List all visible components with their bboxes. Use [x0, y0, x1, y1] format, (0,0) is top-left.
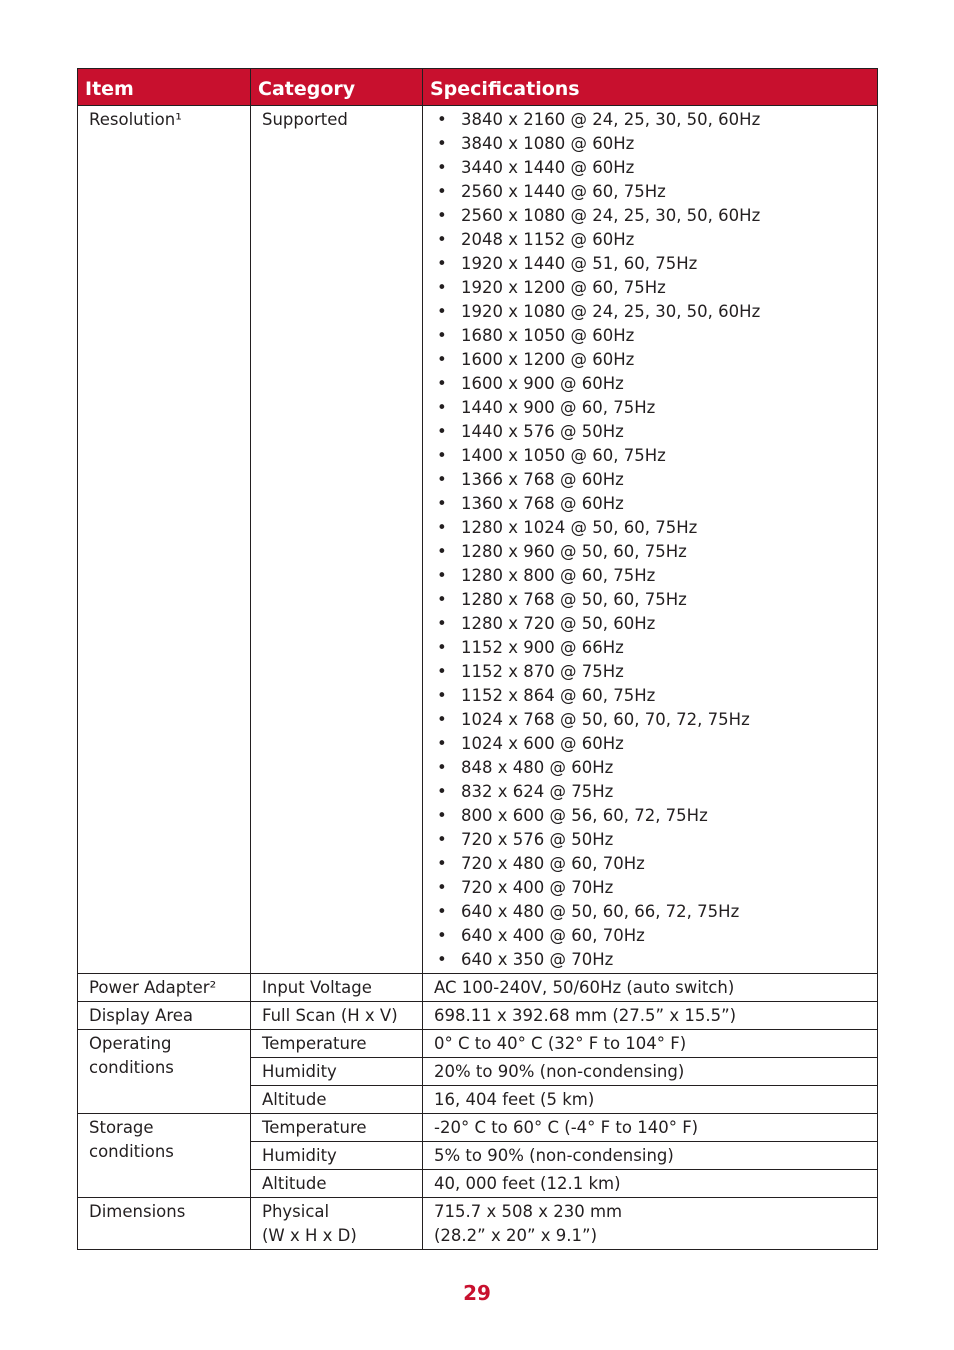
resolution-list-item: • 1280 x 800 @ 60, 75Hz: [437, 564, 866, 588]
spec-storage-humidity: 5% to 90% (non-condensing): [423, 1142, 878, 1170]
spec-full-scan: 698.11 x 392.68 mm (27.5” x 15.5”): [423, 1002, 878, 1030]
category-physical-line2: (W x H x D): [262, 1226, 357, 1245]
spec-input-voltage: AC 100-240V, 50/60Hz (auto switch): [423, 974, 878, 1002]
item-dimensions: Dimensions: [78, 1198, 251, 1250]
category-operating-humidity: Humidity: [251, 1058, 423, 1086]
category-operating-temperature: Temperature: [251, 1030, 423, 1058]
spec-operating-altitude: 16, 404 feet (5 km): [423, 1086, 878, 1114]
resolution-list-item: • 1280 x 768 @ 50, 60, 75Hz: [437, 588, 866, 612]
spec-operating-humidity: 20% to 90% (non-condensing): [423, 1058, 878, 1086]
resolution-list-item: • 1280 x 1024 @ 50, 60, 75Hz: [437, 516, 866, 540]
category-storage-temperature: Temperature: [251, 1114, 423, 1142]
page-number: 29: [463, 1281, 491, 1305]
resolution-list-item: • 832 x 624 @ 75Hz: [437, 780, 866, 804]
resolution-list-item: • 1360 x 768 @ 60Hz: [437, 492, 866, 516]
table-row-display-area: [78, 1002, 878, 1030]
resolution-list-item: • 720 x 400 @ 70Hz: [437, 876, 866, 900]
header-category: Category: [251, 69, 423, 106]
category-input-voltage: Input Voltage: [251, 974, 423, 1002]
header-item: Item: [78, 69, 251, 106]
resolution-list-item: • 1600 x 900 @ 60Hz: [437, 372, 866, 396]
resolution-list-item: • 1440 x 576 @ 50Hz: [437, 420, 866, 444]
item-display-area: Display Area: [78, 1002, 251, 1030]
resolution-list-item: • 1680 x 1050 @ 60Hz: [437, 324, 866, 348]
spec-operating-temperature: 0° C to 40° C (32° F to 104° F): [423, 1030, 878, 1058]
table-row-operating-temperature: [78, 1030, 878, 1058]
resolution-list-item: • 1400 x 1050 @ 60, 75Hz: [437, 444, 866, 468]
resolution-list: [434, 108, 866, 972]
resolution-list-item: • 1024 x 600 @ 60Hz: [437, 732, 866, 756]
resolution-list-item: • 1152 x 870 @ 75Hz: [437, 660, 866, 684]
table-row-dimensions: [78, 1198, 878, 1250]
header-specifications: Specifications: [423, 69, 878, 106]
resolution-list-item: • 1366 x 768 @ 60Hz: [437, 468, 866, 492]
resolution-list-item: • 800 x 600 @ 56, 60, 72, 75Hz: [437, 804, 866, 828]
table-row-power: [78, 974, 878, 1002]
resolution-list-item: • 2048 x 1152 @ 60Hz: [437, 228, 866, 252]
category-supported: Supported: [251, 106, 423, 974]
resolution-list-item: • 848 x 480 @ 60Hz: [437, 756, 866, 780]
resolution-list-item: • 720 x 576 @ 50Hz: [437, 828, 866, 852]
specifications-table: [77, 68, 878, 1250]
item-storage-conditions: Storage conditions: [78, 1114, 251, 1198]
resolution-list-item: • 1152 x 900 @ 66Hz: [437, 636, 866, 660]
resolution-list-item: • 1280 x 720 @ 50, 60Hz: [437, 612, 866, 636]
resolution-list-item: • 3440 x 1440 @ 60Hz: [437, 156, 866, 180]
category-physical: [251, 1198, 423, 1250]
item-operating-conditions: Operating conditions: [78, 1030, 251, 1114]
item-power-adapter: Power Adapter²: [78, 974, 251, 1002]
spec-dimensions: [423, 1198, 878, 1250]
category-physical-line1: Physical: [262, 1202, 330, 1221]
resolution-list-item: • 720 x 480 @ 60, 70Hz: [437, 852, 866, 876]
resolution-list-item: • 1920 x 1080 @ 24, 25, 30, 50, 60Hz: [437, 300, 866, 324]
resolution-list-item: • 1440 x 900 @ 60, 75Hz: [437, 396, 866, 420]
resolution-list-item: • 640 x 350 @ 70Hz: [437, 948, 866, 972]
table-header-row: [78, 69, 878, 106]
resolution-list-item: • 1024 x 768 @ 50, 60, 70, 72, 75Hz: [437, 708, 866, 732]
resolution-list-item: • 1920 x 1440 @ 51, 60, 75Hz: [437, 252, 866, 276]
resolution-list-item: • 1920 x 1200 @ 60, 75Hz: [437, 276, 866, 300]
category-full-scan: Full Scan (H x V): [251, 1002, 423, 1030]
resolution-list-item: • 640 x 400 @ 60, 70Hz: [437, 924, 866, 948]
resolution-list-item: • 3840 x 2160 @ 24, 25, 30, 50, 60Hz: [437, 108, 866, 132]
resolution-list-item: • 2560 x 1440 @ 60, 75Hz: [437, 180, 866, 204]
spec-storage-temperature: -20° C to 60° C (-4° F to 140° F): [423, 1114, 878, 1142]
resolution-list-item: • 1600 x 1200 @ 60Hz: [437, 348, 866, 372]
table-row-storage-temperature: [78, 1114, 878, 1142]
resolution-list-item: • 2560 x 1080 @ 24, 25, 30, 50, 60Hz: [437, 204, 866, 228]
spec-dimensions-inches: (28.2” x 20” x 9.1”): [434, 1226, 598, 1245]
spec-storage-altitude: 40, 000 feet (12.1 km): [423, 1170, 878, 1198]
resolution-list-item: • 1152 x 864 @ 60, 75Hz: [437, 684, 866, 708]
resolution-list-item: • 1280 x 960 @ 50, 60, 75Hz: [437, 540, 866, 564]
resolution-list-item: • 640 x 480 @ 50, 60, 66, 72, 75Hz: [437, 900, 866, 924]
spec-dimensions-mm: 715.7 x 508 x 230 mm: [434, 1202, 623, 1221]
resolution-list-item: • 3840 x 1080 @ 60Hz: [437, 132, 866, 156]
spec-resolution-list: [423, 106, 878, 974]
category-operating-altitude: Altitude: [251, 1086, 423, 1114]
category-storage-humidity: Humidity: [251, 1142, 423, 1170]
item-resolution: Resolution¹: [78, 106, 251, 974]
table-row-resolution: [78, 106, 878, 974]
category-storage-altitude: Altitude: [251, 1170, 423, 1198]
